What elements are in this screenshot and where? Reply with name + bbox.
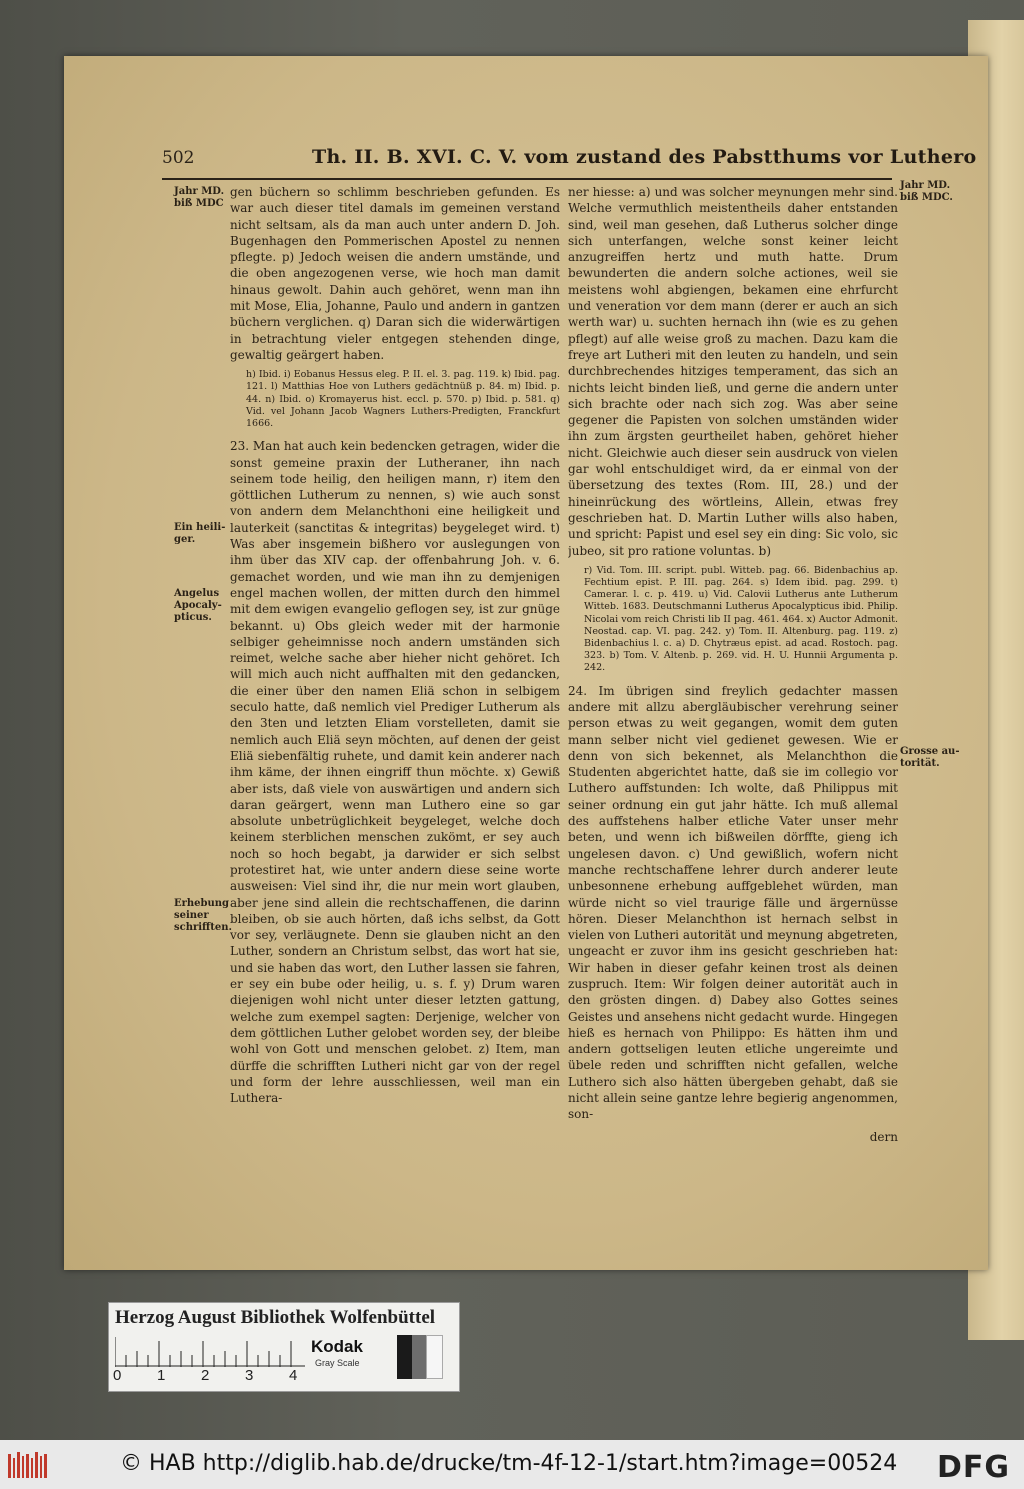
running-head: Th. II. B. XVI. C. V. vom zustand des Pabstthums vor Luthero — [312, 146, 977, 168]
swatch-gray — [412, 1335, 427, 1379]
footnotes: h) Ibid. i) Eobanus Hessus eleg. P. II. el. 3. pag. 119. k) Ibid. pag. 121. l) Matthias Hoe von Luthers gedächtnüß p. 84. m) Ibid. p. 44. n) Ibid. o) Kromayerus hist. eccl. p. 570. p) Ibid. p. 581. q) Vid. vel Johann Jacob Wagners Luthers-Predigten, Franckfurt 1666. — [246, 369, 560, 430]
copyright-link[interactable]: © HAB http://diglib.hab.de/drucke/tm-4f-12-1/start.htm?image=00524 — [120, 1451, 898, 1476]
scale-ruler — [115, 1337, 305, 1367]
dfg-logo: DFG — [936, 1450, 1010, 1485]
barcode-logo-icon — [8, 1452, 48, 1480]
footnotes: r) Vid. Tom. III. script. publ. Witteb. pag. 66. Bidenbachius ap. Fechtium epist. P. III. pag. 264. s) Idem ibid. pag. 299. t) Camerar. l. c. p. 419. u) Vid. Calovii Lutherus ante Lutherum Witteb. 1683. Deutschmanni Lutherus Apocalypticus ibid. Philip. Nicolai vom reich Christi lib II pag. 461. 464. x) Auctor Admonit. Neostad. cap. VI. pag. 242. y) Tom. II. Altenburg. pag. 119. z) Bidenbachius l. c. a) D. Chytræus epist. ad acad. Rostoch. pag. 323. b) Tom. V. Altenb. p. 269. vid. H. U. Hunnii Argumenta p. 242. — [584, 564, 898, 674]
page-header — [162, 144, 977, 180]
text-column-right — [568, 184, 898, 1174]
margin-note-left-2: Angelus Apocaly-pticus. — [174, 588, 222, 623]
paragraph: ner hiesse: a) und was solcher meynungen mehr sind. Welche vermuthlich meistentheils daher entstanden sind, weil man gesehen, daß Lutherus solcher dinge sich unterfangen, welche sonst keiner leicht anzugreiffen hertz und muth hatte. Drum bewunderten die andern solche actiones, weil sie meistens wohl abgiengen, bekamen eine ehrfurcht und veneration vor dem mann (derer er auch an sich werth war) u. suchten hernach ihn (wie es zu gehen pflegt) auf alle weise groß zu machen. Dazu kam die freye art Lutheri mit den leuten zu handeln, und sein durchbrechendes hitziges temperament, das sich an nichts leicht binden ließ, und gerne die andern unter sich brachte oder nach sich zog. Was aber seine gegener die Papisten von solchen umständen wider ihn zum ärgsten geurtheilet haben, gehöret hieher nicht. Gleichwie auch dieser sein ausdruck von vielen gar wohl entschuldiget wird, da er einmal von der übersetzung des textes (Rom. III, 28.) und der hineinrückung des wörtleins, Allein, etwas frey geschrieben hat. D. Martin Luther wills also haben, und spricht: Papist und esel sey ein ding: Sic volo, sic jubeo, sit pro ratione voluntas. b) — [568, 185, 898, 558]
margin-note-left-top: Jahr MD. biß MDC — [174, 186, 225, 209]
page-number: 502 — [162, 148, 195, 168]
margin-note-left-1: Ein heili-ger. — [174, 522, 226, 545]
gray-scale-label: Gray Scale — [315, 1358, 360, 1368]
color-card — [108, 1302, 460, 1392]
ruler-number: 1 — [157, 1367, 166, 1384]
kodak-logo: Kodak — [311, 1337, 363, 1356]
color-card-title: Herzog August Bibliothek Wolfenbüttel — [115, 1307, 436, 1328]
text-column-left — [230, 184, 560, 1174]
margin-note-right-1: Grosse au-torität. — [900, 746, 960, 769]
ruler-number: 2 — [201, 1367, 210, 1384]
margin-note-left-3: Erhebung seiner schrifften. — [174, 898, 232, 933]
paragraph: 24. Im übrigen sind freylich gedachter massen andere mit allzu abergläubischer verehrung seiner person etwas zu weit gegangen, womit dem guten mann selber nicht viel gedienet gewesen. Wie er denn von sich bekennet, als Melanchthon die Studenten abgerichtet hatte, daß sie im collegio vor Luthero auffstunden: Ich wolte, daß Philippus mit seiner ordnung ein gut jahr hätte. Ich muß allemal des auffstehens halber etliche Vater unser mehr beten, und wenn ich bißweilen dörffte, gieng ich ungelesen davon. c) Und gewißlich, wofern nicht manche rechtschaffene lehrer durch anderer leute unbesonnene erhebung auffgeblehet würden, man würde nicht so viel traurige fälle und ärgernüsse hören. Dieser Melanchthon ist hernach selbst in vielen von Lutheri autorität und meynung abgetreten, ungeacht er zuvor ihm ins gesicht geschrieben hat: Wir haben in dieser gefahr keinen trost als deinen zuspruch. Item: Wir folgen deiner autorität auch in den grösten dingen. d) Dabey also Gottes seines Geistes und ansehens nicht gedacht wurde. Hingegen hieß es hernach von Philippo: Es hätten ihm und andern gottseligen leuten etliche ungereimte und übele reden und schrifften nicht gefallen, welche Luthero sich also hätten übergeben gehabt, daß sie nicht allein seine gantze lehre begierig angenommen, son- — [568, 683, 898, 1122]
ruler-number: 3 — [245, 1367, 254, 1384]
paragraph: 23. Man hat auch kein bedencken getragen, wider die sonst gemeine praxin der Lutheraner, ihn nach seinem tode heilig, den heiligen mann, r) item den göttlichen Lutherum zu nennen, s) wie auch sonst von andern dem Melanchthoni eine heiligkeit und lauterkeit (sanctitas & integritas) beygeleget wird. t) Was aber insgemein bißhero vor auslegungen von ihm über das XIV cap. der offenbahrung Joh. v. 6. gemachet worden, und wie man ihn zu demjenigen engel machen wollen, der mitten durch den himmel mit dem ewigen evangelio geflogen sey, ist zur gnüge bekannt. u) Obs gleich weder mit der harmonie selbiger geheimnisse noch andern umständen sich reimet, welche sache aber hieher nicht gehöret. Ich will mich auch nicht auffhalten mit den gedancken, die einer über den namen Eliä schon in selbigem seculo hatte, daß nemlich viel Prediger Lutherum als den 3ten und letzten Eliam vorstelleten, damit sie nemlich auch Eliä seyn möchten, auf denen der geist Eliä siebenfältig ruhete, und damit kein anderer nach ihm käme, der ihnen eingriff thun möchte. x) Gewiß aber ists, daß viele von auswärtigen und andern sich daran geärgert, wenn man Luthero eine so gar absolute unbetrüglichkeit beygeleget, welche doch keinem sterblichen menschen zukömt, er sey auch noch so hoch begabt, ja darwider er sich selbst protestiret hat, wie unter andern diese seine worte ausweisen: Viel sind ihr, die nur mein wort glauben, aber jene sind allein die rechtschaffenen, die darinn bleiben, ob sie auch hörten, daß ichs selbst, da Gott vor sey, verläugnete. Denn sie glauben nicht an den Luther, sondern an Christum selbst, das wort hat sie, und sie haben das wort, den Luther lassen sie fahren, er sey ein bube oder heilig, u. s. f. y) Drum waren diejenigen wohl nicht unter dieser letzten gattung, welche zum exempel sagten: Derjenige, welcher von dem göttlichen Luther gelobet worden sey, der bleibe wohl von Gott und menschen gelobet. z) Item, man dürffe die schrifften Lutheri nicht gar von der regel und form der lehre ausschliessen, weil man ein Luthera- — [230, 439, 560, 1106]
ruler-number: 0 — [113, 1367, 122, 1384]
paragraph: gen büchern so schlimm beschrieben gefunden. Es war auch dieser titel damals im gemeinen verstand nicht seltsam, als da man auch unter andern D. Joh. Bugenhagen den Pommerischen Apostel zu nennen pflegte. p) Jedoch weisen die andern umstände, und die oben angezogenen verse, wie hoch man damit hinaus gewolt. Dahin auch gehöret, wenn man ihn mit Mose, Elia, Johanne, Paulo und andern in gantzen büchern verglichen. q) Daran sich die widerwärtigen in betrachtung vieler entgegen stehenden dinge, gewaltig geärgert haben. — [230, 185, 560, 362]
margin-note-right-top: Jahr MD. biß MDC. — [900, 180, 953, 203]
catchword: dern — [869, 1129, 898, 1144]
gray-swatches — [397, 1335, 443, 1379]
swatch-white — [426, 1335, 443, 1379]
ruler-number: 4 — [289, 1367, 298, 1384]
swatch-black — [397, 1335, 412, 1379]
